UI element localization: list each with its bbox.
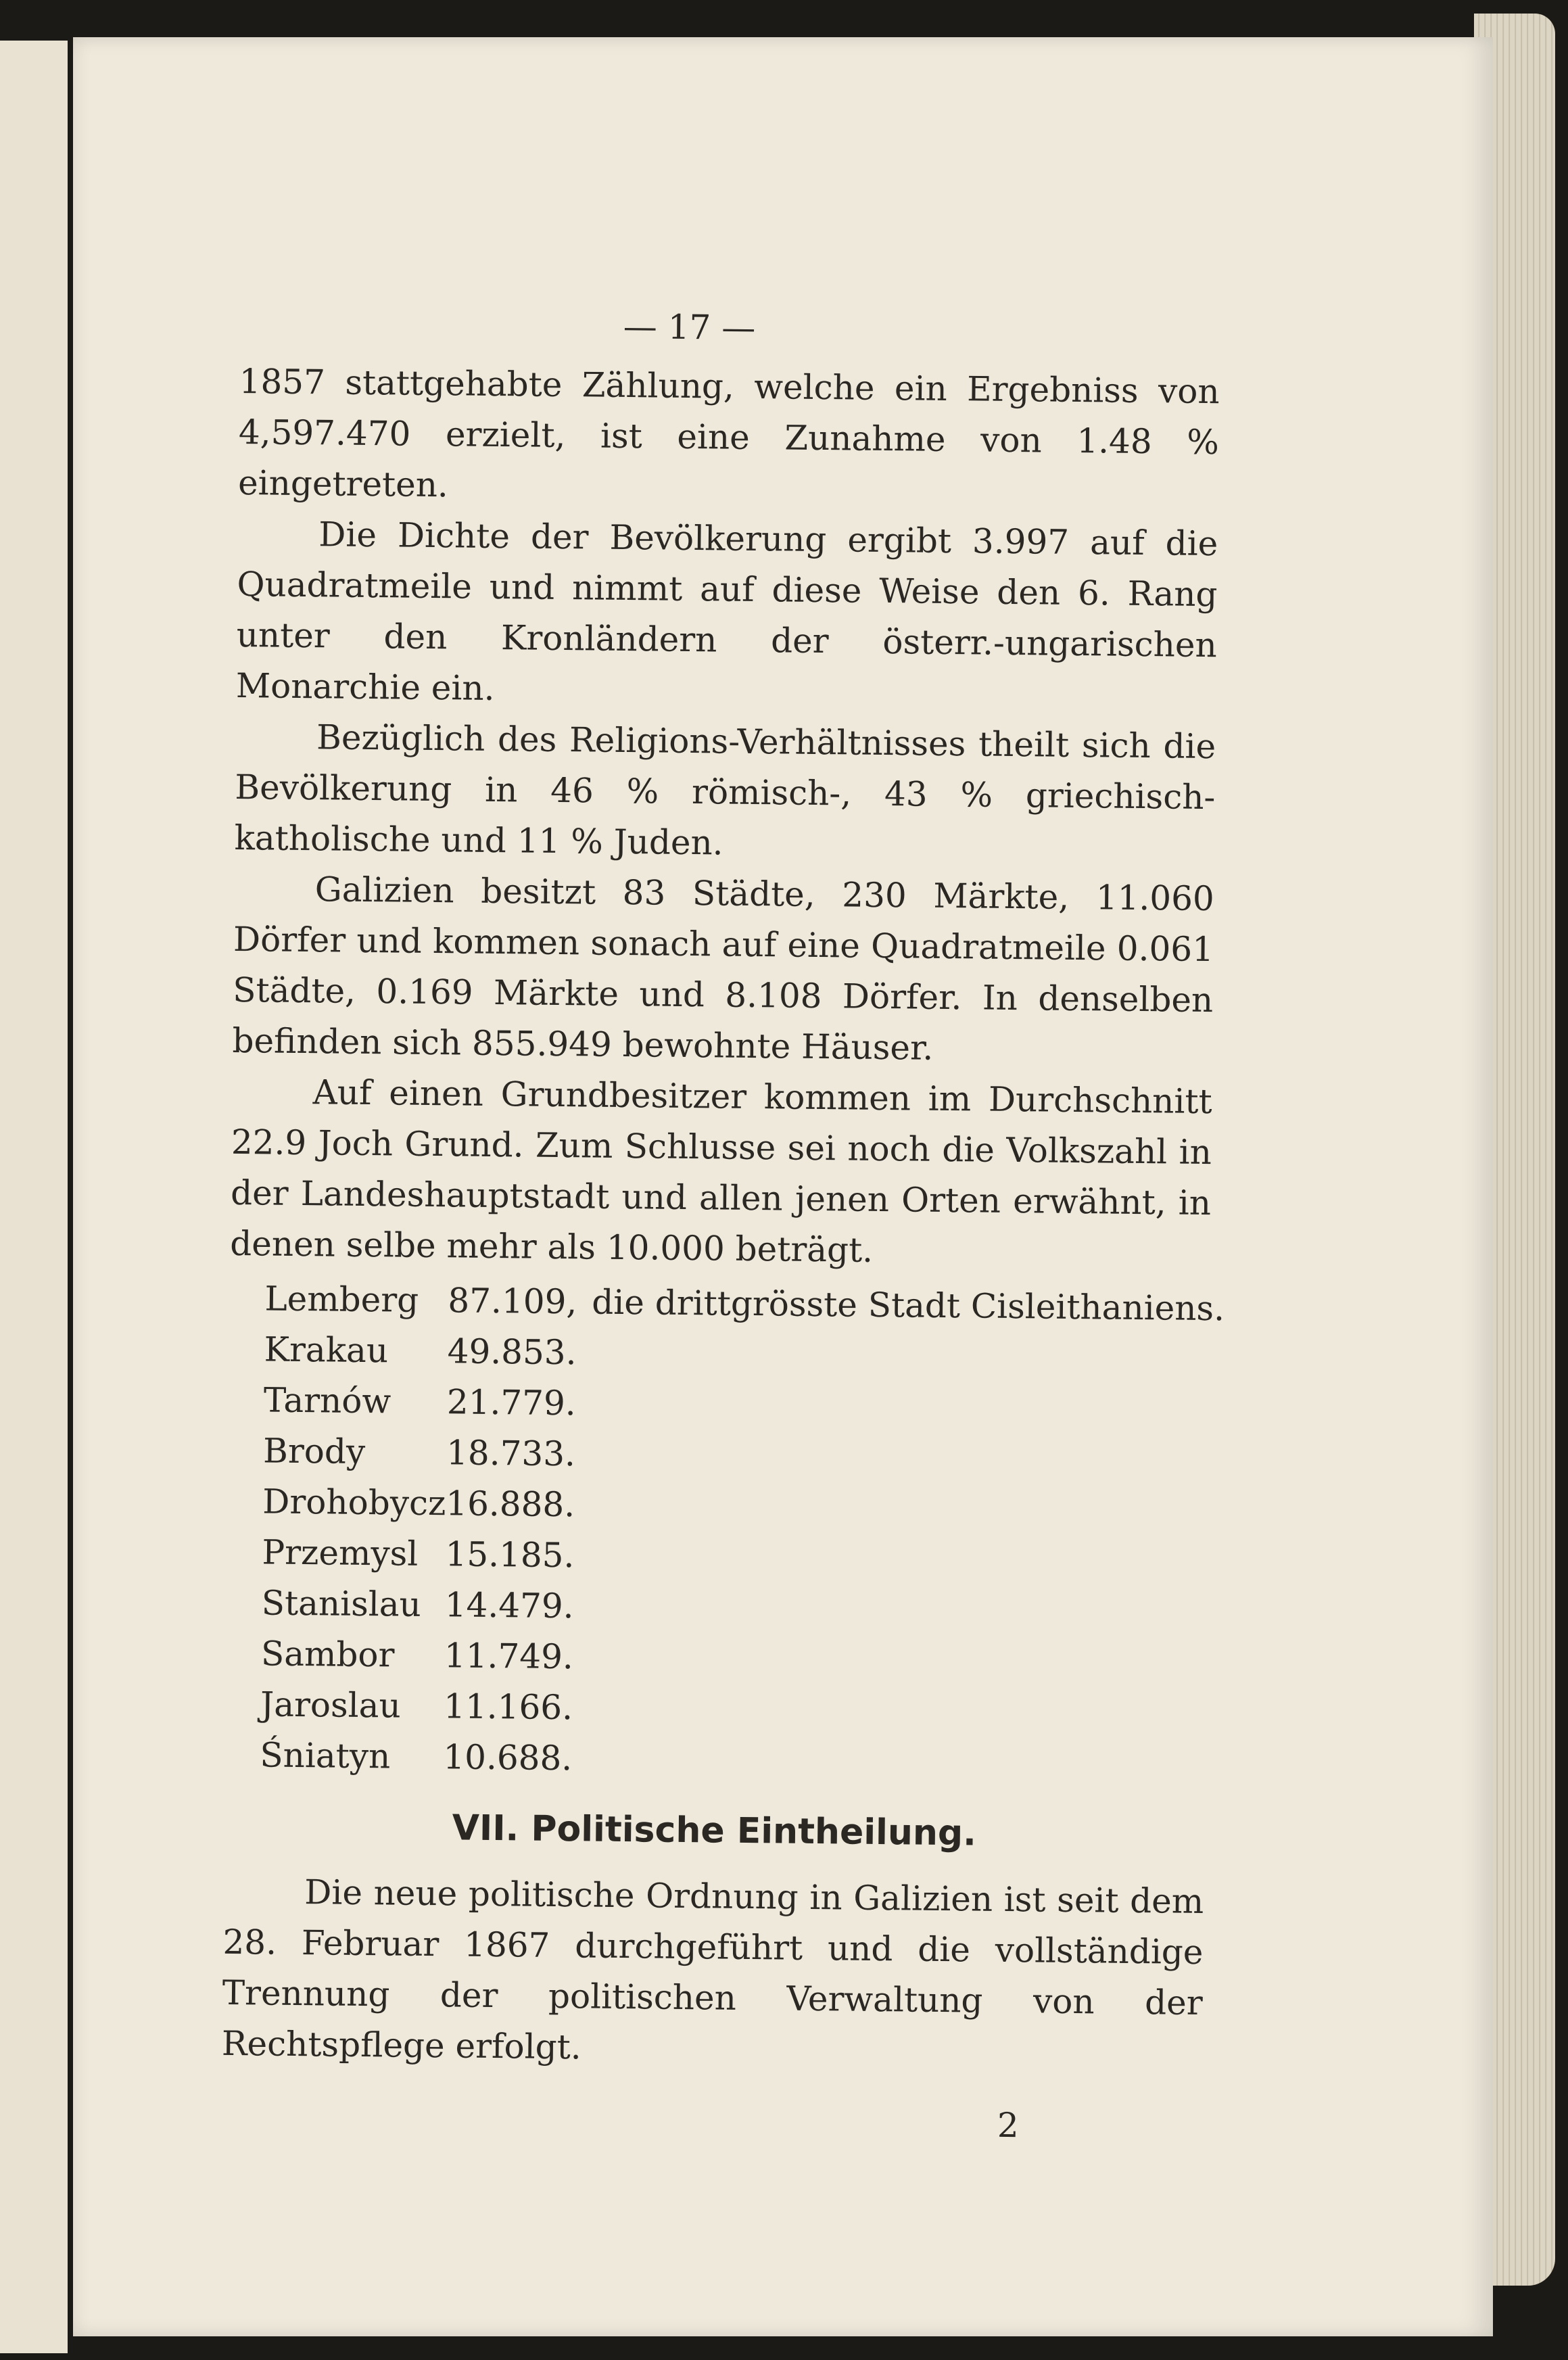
city-population: 16.888. (446, 1484, 575, 1525)
city-note (573, 1682, 1220, 1740)
table-row (261, 1578, 1221, 1638)
paragraph-religion: Bezüglich des Religions-Verhältnisses theilt sich die Bevölkerung in 46 % römisch-, 43 % griechisch-katholische und 11 % Juden. (234, 717, 1216, 863)
city-population: 18.733. (446, 1433, 576, 1474)
paragraph-census: 1857 stattgehabte Zählung, welche ein Ergebniss von 4,597.470 erzielt, ist eine Zunahme von 1.48 % eingetreten. (237, 361, 1220, 505)
city-note (574, 1530, 1222, 1588)
city-note (572, 1733, 1220, 1791)
city-name: Przemysl (262, 1532, 419, 1574)
previous-page-edge (0, 41, 68, 2353)
table-row (264, 1273, 1225, 1334)
city-note (573, 1632, 1220, 1689)
city-name: Drohobycz (262, 1482, 446, 1524)
city-population: 11.749. (444, 1636, 574, 1677)
paragraph-settlements: Galizien besitzt 83 Städte, 230 Märkte, 11.060 Dörfer und kommen sonach auf eine Quadratmeile 0.061 Städte, 0.169 Märkte und 8.108 Dörfer. In denselben befinden sich 855.949 bewohnte Häuser. (232, 870, 1215, 1068)
page-number: — 17 — (623, 306, 756, 348)
city-name: Tarnów (263, 1380, 391, 1421)
city-note: die drittgrösste Stadt Cisleithaniens. (592, 1282, 1225, 1329)
paragraph-political-order: Die neue politische Ordnung in Galizien ist seit dem 28. Februar 1867 durchgeführt und die vollständige Trennung der politischen Verwaltung von der Rechtspflege erfolgt. (221, 1872, 1204, 2067)
city-name: Krakau (264, 1329, 389, 1371)
city-population: 21.779. (446, 1382, 577, 1423)
city-name: Sambor (260, 1634, 395, 1675)
city-population: 10.688. (443, 1737, 573, 1778)
page-text (220, 298, 1225, 2153)
city-name: Brody (262, 1431, 366, 1472)
paragraph-landowners: Auf einen Grundbesitzer kommen im Durchschnitt 22.9 Joch Grund. Zum Schlusse sei noch die Volkszahl in der Landeshauptstadt und allen jenen Orten erwähnt, in denen selbe mehr als 10.000 beträgt. (230, 1072, 1212, 1270)
table-row (260, 1730, 1220, 1791)
city-note (576, 1327, 1224, 1385)
city-population-table (260, 1273, 1225, 1791)
city-population: 15.185. (445, 1534, 575, 1576)
city-note (573, 1581, 1221, 1638)
city-name: Lemberg (264, 1279, 419, 1320)
city-name: Śniatyn (260, 1735, 391, 1776)
city-population: 11.166. (443, 1686, 573, 1728)
city-note (575, 1429, 1223, 1486)
city-population: 14.479. (444, 1585, 574, 1626)
city-name: Stanislau (261, 1583, 422, 1624)
city-population: 87.109, (448, 1281, 577, 1322)
city-note (575, 1480, 1222, 1537)
city-name: Jaroslau (260, 1684, 402, 1726)
paragraph-density: Die Dichte der Bevölkerung ergibt 3.997 auf die Quadratmeile und nimmt auf diese Weise den 6. Rang unter den Kronländern der österr.-ungarischen Monarchie ein. (235, 515, 1218, 708)
city-note (575, 1378, 1223, 1436)
section-heading: VII. Politische Eintheilung. (452, 1808, 977, 1854)
city-population: 49.853. (447, 1331, 577, 1373)
signature-mark: 2 (997, 2105, 1020, 2146)
